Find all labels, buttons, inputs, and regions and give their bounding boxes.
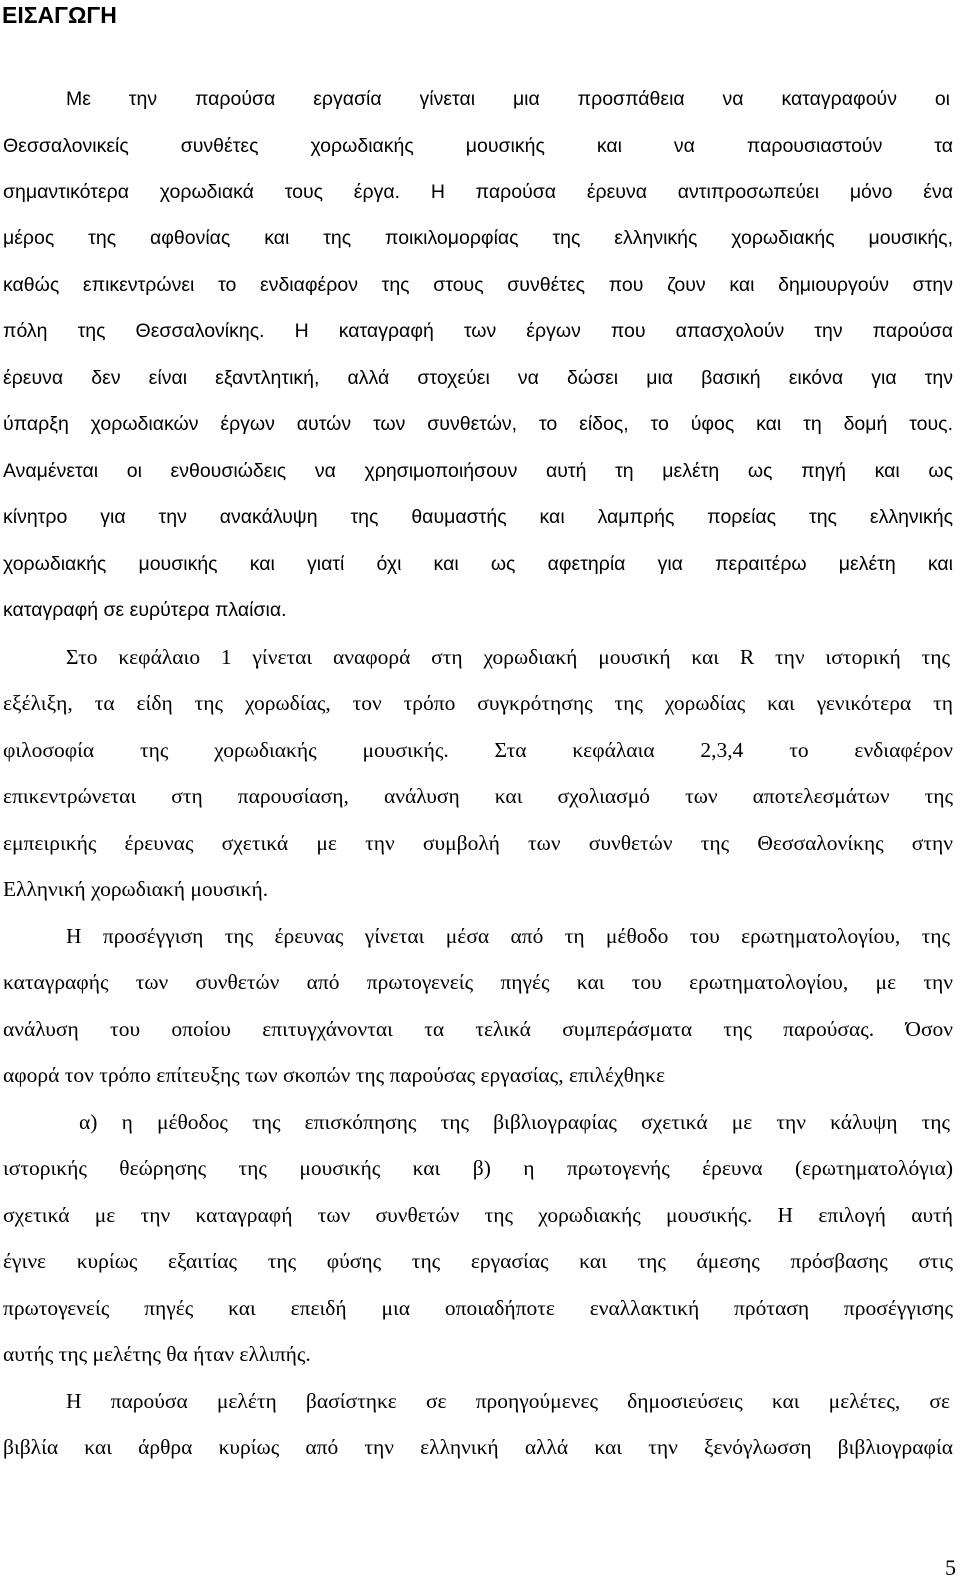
page-number: 5 (945, 1555, 956, 1580)
text-line: μέρος της αφθονίας και της ποικιλομορφίας της ελληνικής χορωδιακής μουσικής, (3, 227, 953, 249)
text-line: καταγραφή σε ευρύτερα πλαίσια. (3, 599, 287, 621)
text-line: κίνητρο για την ανακάλυψη της θαυμαστής και λαμπρής πορείας της ελληνικής (3, 506, 953, 528)
text-line: χορωδιακής μουσικής και γιατί όχι και ως αφετηρία για περαιτέρω μελέτη και (3, 553, 953, 575)
text-line: επικεντρώνεται στη παρουσίαση, ανάλυση και σχολιασμό των αποτελεσμάτων της (3, 784, 953, 808)
text-line: αυτής της μελέτης θα ήταν ελλιπής. (3, 1342, 311, 1366)
text-line: βιβλία και άρθρα κυρίως από την ελληνική αλλά και την ξενόγλωσση βιβλιογραφία (3, 1435, 953, 1459)
text-line: πόλη της Θεσσαλονίκης. Η καταγραφή των έργων που απασχολούν την παρούσα (3, 320, 953, 342)
text-line: καθώς επικεντρώνει το ενδιαφέρον της στους συνθέτες που ζουν και δημιουργούν στην (3, 274, 953, 296)
text-line: σημαντικότερα χορωδιακά τους έργα. Η παρούσα έρευνα αντιπροσωπεύει μόνο ένα (3, 181, 953, 203)
text-line: α) η μέθοδος της επισκόπησης της βιβλιογραφίας σχετικά με την κάλυψη της (79, 1110, 950, 1134)
text-line: ιστορικής θεώρησης της μουσικής και β) η πρωτογενής έρευνα (ερωτηματολόγια) (3, 1156, 953, 1180)
text-line: εμπειρικής έρευνας σχετικά με την συμβολή των συνθετών της Θεσσαλονίκης στην (3, 831, 953, 855)
text-line: Η προσέγγιση της έρευνας γίνεται μέσα από τη μέθοδο του ερωτηματολογίου, της (66, 924, 950, 948)
text-line: Στο κεφάλαιο 1 γίνεται αναφορά στη χορωδιακή μουσική και R την ιστορική της (66, 645, 950, 669)
text-line: Αναμένεται οι ενθουσιώδεις να χρησιμοποιήσουν αυτή τη μελέτη ως πηγή και ως (3, 460, 953, 482)
text-line: ύπαρξη χορωδιακών έργων αυτών των συνθετών, το είδος, το ύφος και τη δομή τους. (3, 413, 953, 435)
text-line: Θεσσαλονικείς συνθέτες χορωδιακής μουσικής και να παρουσιαστούν τα (3, 135, 953, 157)
text-line: αφορά τον τρόπο επίτευξης των σκοπών της παρούσας εργασίας, επιλέχθηκε (3, 1063, 666, 1087)
text-line: Η παρούσα μελέτη βασίστηκε σε προηγούμενες δημοσιεύσεις και μελέτες, σε (66, 1389, 950, 1413)
text-line: έγινε κυρίως εξαιτίας της φύσης της εργασίας και της άμεσης πρόσβασης στις (3, 1249, 953, 1273)
text-line: καταγραφής των συνθετών από πρωτογενείς πηγές και του ερωτηματολογίου, με την (3, 970, 953, 994)
text-line: πρωτογενείς πηγές και επειδή μια οποιαδήποτε εναλλακτική πρόταση προσέγγισης (3, 1296, 953, 1320)
text-line: φιλοσοφία της χορωδιακής μουσικής. Στα κεφάλαια 2,3,4 το ενδιαφέρον (3, 738, 953, 762)
text-line: σχετικά με την καταγραφή των συνθετών της χορωδιακής μουσικής. Η επιλογή αυτή (3, 1203, 953, 1227)
text-line: εξέλιξη, τα είδη της χορωδίας, τον τρόπο συγκρότησης της χορωδίας και γενικότερα τη (3, 691, 953, 715)
text-line: Ελληνική χορωδιακή μουσική. (3, 877, 269, 901)
text-line: Με την παρούσα εργασία γίνεται μια προσπάθεια να καταγραφούν οι (66, 88, 950, 110)
section-heading: ΕΙΣΑΓΩΓΗ (2, 2, 117, 28)
text-line: έρευνα δεν είναι εξαντλητική, αλλά στοχεύει να δώσει μια βασική εικόνα για την (3, 367, 953, 389)
text-line: ανάλυση του οποίου επιτυγχάνονται τα τελικά συμπεράσματα της παρούσας. Όσον (3, 1017, 953, 1041)
